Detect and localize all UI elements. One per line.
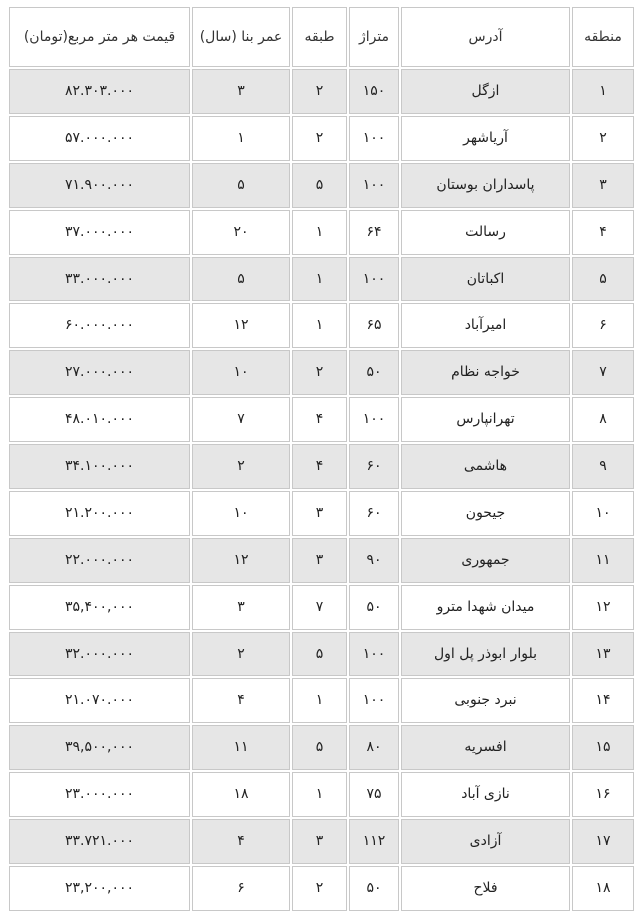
cell-age: ۶: [192, 866, 290, 911]
cell-price: ۳۳.۷۲۱.۰۰۰: [9, 819, 190, 864]
cell-area: ۱۰۰: [349, 163, 399, 208]
cell-region: ۹: [572, 444, 634, 489]
cell-age: ۱: [192, 116, 290, 161]
cell-floor: ۲: [292, 116, 347, 161]
cell-address: بلوار ابوذر پل اول: [401, 632, 570, 677]
cell-price: ۶۰.۰۰۰.۰۰۰: [9, 303, 190, 348]
cell-age: ۱۲: [192, 538, 290, 583]
cell-floor: ۳: [292, 538, 347, 583]
cell-age: ۱۰: [192, 350, 290, 395]
cell-region: ۱۷: [572, 819, 634, 864]
cell-price: ۷۱.۹۰۰.۰۰۰: [9, 163, 190, 208]
cell-area: ۱۰۰: [349, 678, 399, 723]
cell-price: ۳۷.۰۰۰.۰۰۰: [9, 210, 190, 255]
header-age: عمر بنا (سال): [192, 7, 290, 67]
cell-address: آزادی: [401, 819, 570, 864]
cell-address: هاشمی: [401, 444, 570, 489]
cell-area: ۱۱۲: [349, 819, 399, 864]
header-address: آدرس: [401, 7, 570, 67]
cell-address: نازی آباد: [401, 772, 570, 817]
cell-area: ۱۰۰: [349, 116, 399, 161]
cell-price: ۴۸.۰۱۰.۰۰۰: [9, 397, 190, 442]
cell-area: ۵۰: [349, 866, 399, 911]
cell-price: ۳۲.۰۰۰.۰۰۰: [9, 632, 190, 677]
cell-area: ۸۰: [349, 725, 399, 770]
cell-age: ۱۸: [192, 772, 290, 817]
cell-floor: ۴: [292, 444, 347, 489]
cell-floor: ۱: [292, 210, 347, 255]
cell-region: ۱۵: [572, 725, 634, 770]
cell-area: ۱۰۰: [349, 257, 399, 302]
cell-age: ۲: [192, 444, 290, 489]
cell-address: جیحون: [401, 491, 570, 536]
cell-age: ۴: [192, 819, 290, 864]
cell-region: ۱۶: [572, 772, 634, 817]
cell-price: ۲۳.۰۰۰.۰۰۰: [9, 772, 190, 817]
cell-area: ۶۰: [349, 444, 399, 489]
cell-price: ۳۵,۴۰۰,۰۰۰: [9, 585, 190, 630]
cell-address: فلاح: [401, 866, 570, 911]
cell-price: ۳۴.۱۰۰.۰۰۰: [9, 444, 190, 489]
cell-floor: ۲: [292, 69, 347, 114]
cell-price: ۵۷.۰۰۰.۰۰۰: [9, 116, 190, 161]
cell-age: ۷: [192, 397, 290, 442]
cell-floor: ۳: [292, 819, 347, 864]
cell-region: ۱۲: [572, 585, 634, 630]
table-row: [9, 866, 634, 911]
cell-region: ۴: [572, 210, 634, 255]
cell-address: رسالت: [401, 210, 570, 255]
cell-address: ازگل: [401, 69, 570, 114]
cell-region: ۶: [572, 303, 634, 348]
cell-area: ۶۵: [349, 303, 399, 348]
cell-region: ۳: [572, 163, 634, 208]
header-floor: طبقه: [292, 7, 347, 67]
cell-region: ۱۳: [572, 632, 634, 677]
cell-age: ۱۲: [192, 303, 290, 348]
cell-area: ۶۴: [349, 210, 399, 255]
cell-address: تهرانپارس: [401, 397, 570, 442]
table-row: [9, 116, 634, 161]
cell-area: ۱۰۰: [349, 632, 399, 677]
table-row: [9, 257, 634, 302]
table-row: [9, 678, 634, 723]
cell-price: ۲۲.۰۰۰.۰۰۰: [9, 538, 190, 583]
table-row: [9, 538, 634, 583]
header-price: قیمت هر متر مربع(تومان): [9, 7, 190, 67]
cell-age: ۲۰: [192, 210, 290, 255]
cell-region: ۱۸: [572, 866, 634, 911]
cell-region: ۲: [572, 116, 634, 161]
cell-floor: ۴: [292, 397, 347, 442]
cell-age: ۳: [192, 69, 290, 114]
cell-price: ۲۷.۰۰۰.۰۰۰: [9, 350, 190, 395]
cell-floor: ۱: [292, 303, 347, 348]
cell-age: ۲: [192, 632, 290, 677]
cell-address: خواجه نظام: [401, 350, 570, 395]
table-row: [9, 350, 634, 395]
price-table: [7, 5, 636, 913]
cell-area: ۹۰: [349, 538, 399, 583]
table-row: [9, 725, 634, 770]
cell-area: ۱۵۰: [349, 69, 399, 114]
cell-address: آریاشهر: [401, 116, 570, 161]
cell-floor: ۷: [292, 585, 347, 630]
table-row: [9, 632, 634, 677]
cell-price: ۳۹,۵۰۰,۰۰۰: [9, 725, 190, 770]
cell-age: ۱۰: [192, 491, 290, 536]
cell-region: ۵: [572, 257, 634, 302]
cell-age: ۱۱: [192, 725, 290, 770]
cell-price: ۳۳.۰۰۰.۰۰۰: [9, 257, 190, 302]
table-row: [9, 819, 634, 864]
cell-region: ۸: [572, 397, 634, 442]
table-body: [9, 69, 634, 911]
table-row: [9, 163, 634, 208]
cell-address: جمهوری: [401, 538, 570, 583]
table-row: [9, 69, 634, 114]
cell-price: ۸۲.۳۰۳.۰۰۰: [9, 69, 190, 114]
cell-region: ۱۴: [572, 678, 634, 723]
cell-floor: ۱: [292, 257, 347, 302]
table-row: [9, 303, 634, 348]
cell-price: ۲۱.۲۰۰.۰۰۰: [9, 491, 190, 536]
cell-address: اکباتان: [401, 257, 570, 302]
cell-age: ۳: [192, 585, 290, 630]
cell-floor: ۲: [292, 866, 347, 911]
cell-price: ۲۱.۰۷۰.۰۰۰: [9, 678, 190, 723]
table-header-row: [9, 7, 634, 67]
cell-floor: ۵: [292, 632, 347, 677]
cell-age: ۵: [192, 163, 290, 208]
cell-price: ۲۳,۲۰۰,۰۰۰: [9, 866, 190, 911]
cell-floor: ۵: [292, 725, 347, 770]
cell-address: امیرآباد: [401, 303, 570, 348]
table-row: [9, 397, 634, 442]
cell-region: ۱۱: [572, 538, 634, 583]
cell-age: ۵: [192, 257, 290, 302]
cell-area: ۱۰۰: [349, 397, 399, 442]
cell-address: پاسداران بوستان: [401, 163, 570, 208]
cell-area: ۶۰: [349, 491, 399, 536]
table-row: [9, 772, 634, 817]
cell-address: میدان شهدا مترو: [401, 585, 570, 630]
table-row: [9, 585, 634, 630]
cell-address: افسریه: [401, 725, 570, 770]
cell-floor: ۵: [292, 163, 347, 208]
table-row: [9, 491, 634, 536]
cell-floor: ۱: [292, 678, 347, 723]
cell-region: ۷: [572, 350, 634, 395]
cell-address: نبرد جنوبی: [401, 678, 570, 723]
cell-region: ۱: [572, 69, 634, 114]
table-row: [9, 444, 634, 489]
cell-area: ۵۰: [349, 585, 399, 630]
cell-area: ۵۰: [349, 350, 399, 395]
cell-floor: ۱: [292, 772, 347, 817]
cell-region: ۱۰: [572, 491, 634, 536]
cell-floor: ۲: [292, 350, 347, 395]
header-area: متراژ: [349, 7, 399, 67]
cell-area: ۷۵: [349, 772, 399, 817]
cell-age: ۴: [192, 678, 290, 723]
table-row: [9, 210, 634, 255]
header-region: منطقه: [572, 7, 634, 67]
cell-floor: ۳: [292, 491, 347, 536]
